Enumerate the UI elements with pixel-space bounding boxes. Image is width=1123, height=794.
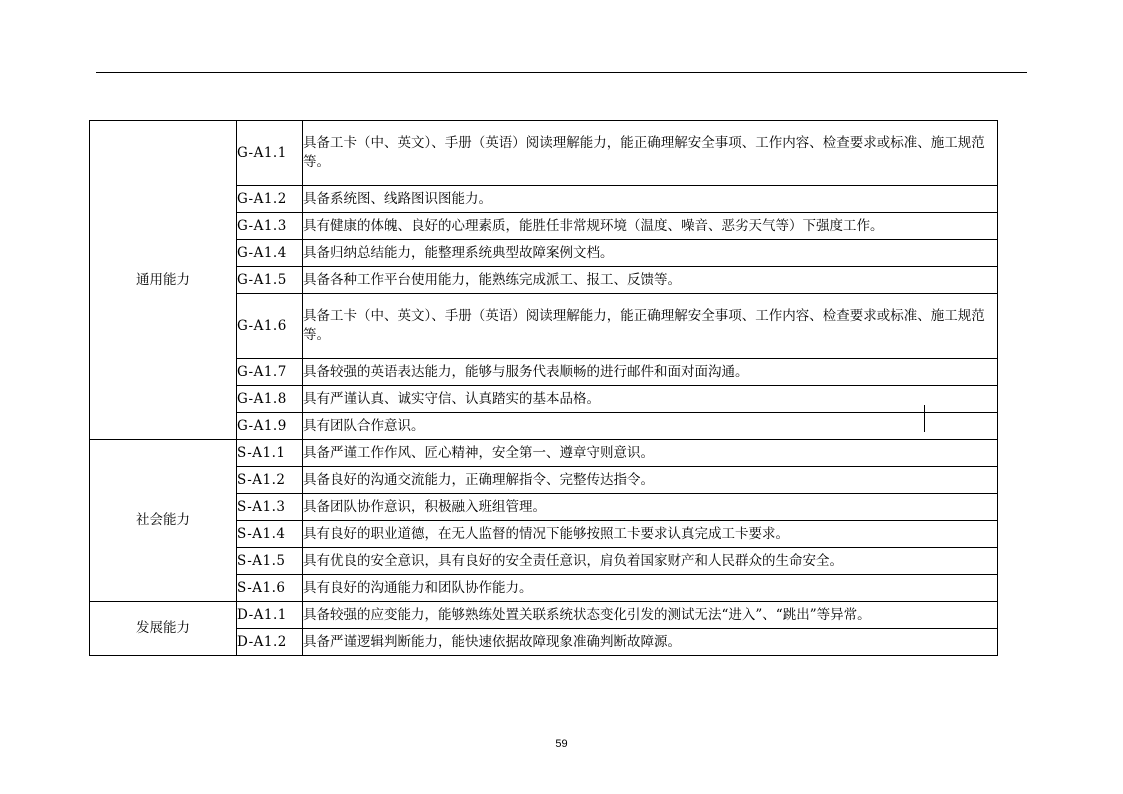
ability-description: 具有良好的沟通能力和团队协作能力。: [303, 575, 998, 602]
ability-code: D-A1.2: [237, 629, 303, 656]
ability-code: G-A1.9: [237, 413, 303, 440]
ability-description: 具有严谨认真、诚实守信、认真踏实的基本品格。: [303, 386, 998, 413]
ability-code: S-A1.4: [237, 521, 303, 548]
ability-description: 具备系统图、线路图识图能力。: [303, 186, 998, 213]
ability-description: 具有团队合作意识。: [303, 413, 998, 440]
table-body: [90, 121, 998, 656]
ability-description: 具备严谨工作作风、匠心精神，安全第一、遵章守则意识。: [303, 440, 998, 467]
ability-description: 具备较强的应变能力，能够熟练处置关联系统状态变化引发的测试无法“进入”、“跳出”等异常。: [303, 602, 998, 629]
ability-code: S-A1.3: [237, 494, 303, 521]
abilities-table: [89, 120, 998, 656]
category-cell: 社会能力: [90, 440, 237, 602]
ability-code: S-A1.2: [237, 467, 303, 494]
ability-code: D-A1.1: [237, 602, 303, 629]
ability-code: G-A1.4: [237, 240, 303, 267]
g-a1-9-extra-cell-divider: [924, 405, 925, 432]
ability-code: G-A1.2: [237, 186, 303, 213]
ability-code: G-A1.5: [237, 267, 303, 294]
ability-description: 具备工卡（中、英文）、手册（英语）阅读理解能力，能正确理解安全事项、工作内容、检查要求或标准、施工规范等。: [303, 121, 998, 186]
ability-code: S-A1.6: [237, 575, 303, 602]
category-cell: 发展能力: [90, 602, 237, 656]
ability-code: S-A1.5: [237, 548, 303, 575]
ability-code: G-A1.7: [237, 359, 303, 386]
category-cell: 通用能力: [90, 121, 237, 440]
ability-description: 具备严谨逻辑判断能力，能快速依据故障现象准确判断故障源。: [303, 629, 998, 656]
ability-code: G-A1.6: [237, 294, 303, 359]
table-row: [90, 440, 998, 467]
ability-code: S-A1.1: [237, 440, 303, 467]
header-rule: [96, 72, 1027, 73]
ability-description: 具备良好的沟通交流能力，正确理解指令、完整传达指令。: [303, 467, 998, 494]
ability-code: G-A1.8: [237, 386, 303, 413]
ability-code: G-A1.3: [237, 213, 303, 240]
table-row: [90, 121, 998, 186]
ability-code: G-A1.1: [237, 121, 303, 186]
ability-description: 具备工卡（中、英文）、手册（英语）阅读理解能力，能正确理解安全事项、工作内容、检查要求或标准、施工规范等。: [303, 294, 998, 359]
page-number: 59: [555, 738, 568, 750]
ability-description: 具有健康的体魄、良好的心理素质，能胜任非常规环境（温度、噪音、恶劣天气等）下强度工作。: [303, 213, 998, 240]
ability-description: 具备较强的英语表达能力，能够与服务代表顺畅的进行邮件和面对面沟通。: [303, 359, 998, 386]
ability-description: 具备各种工作平台使用能力，能熟练完成派工、报工、反馈等。: [303, 267, 998, 294]
ability-description: 具有优良的安全意识，具有良好的安全责任意识，肩负着国家财产和人民群众的生命安全。: [303, 548, 998, 575]
ability-description: 具备归纳总结能力，能整理系统典型故障案例文档。: [303, 240, 998, 267]
ability-description: 具有良好的职业道德，在无人监督的情况下能够按照工卡要求认真完成工卡要求。: [303, 521, 998, 548]
ability-description: 具备团队协作意识，积极融入班组管理。: [303, 494, 998, 521]
table-row: [90, 602, 998, 629]
